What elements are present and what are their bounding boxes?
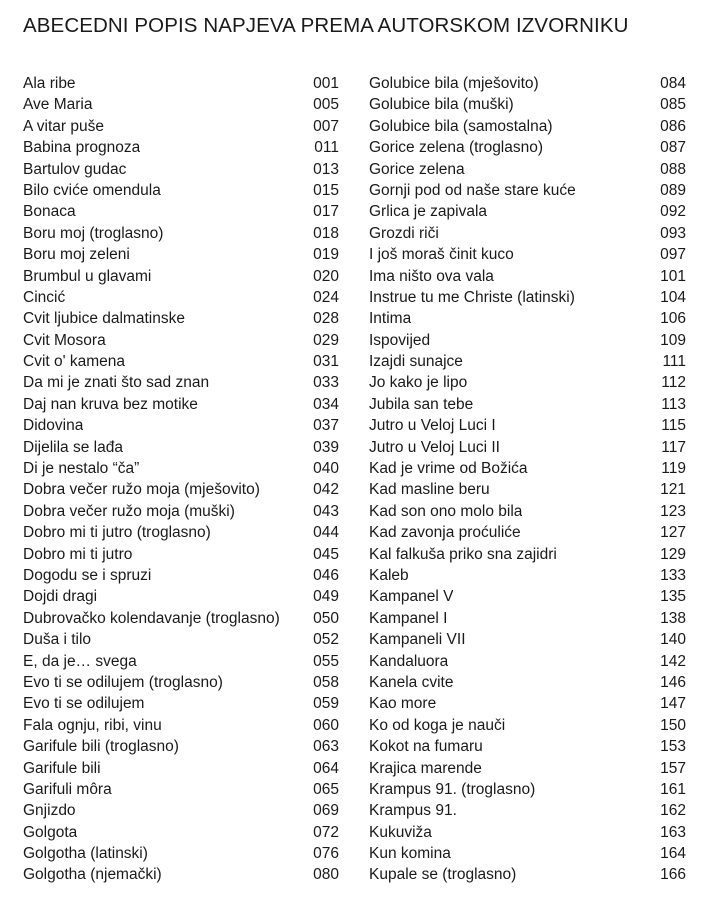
song-title: Di je nestalo “ča” (23, 460, 140, 478)
index-entry (369, 137, 686, 158)
index-entry (23, 544, 339, 565)
song-title: Kupale se (troglasno) (369, 866, 517, 884)
song-number: 119 (661, 460, 686, 478)
index-entry (23, 394, 339, 415)
index-entry (369, 415, 686, 436)
song-title: Ave Maria (23, 96, 93, 114)
index-entry (369, 758, 686, 779)
song-title: Ispovijed (369, 331, 431, 349)
index-entry (23, 479, 339, 500)
song-number: 109 (660, 331, 686, 349)
song-number: 129 (660, 545, 686, 563)
song-number: 058 (313, 673, 339, 691)
song-number: 020 (313, 267, 339, 285)
index-entry (23, 586, 339, 607)
song-number: 017 (313, 203, 339, 221)
index-entry (23, 415, 339, 436)
index-entry (23, 137, 339, 158)
song-number: 084 (660, 75, 686, 92)
index-entry (369, 800, 686, 821)
song-title: Dobra večer ružo moja (muški) (23, 502, 235, 520)
index-entry (369, 501, 686, 522)
song-number: 011 (314, 139, 339, 157)
song-title: Dobro mi ti jutro (23, 545, 133, 563)
song-title: Cvit o' kamena (23, 353, 126, 371)
song-title: Intima (369, 310, 412, 328)
song-title: Fala ognju, ribi, vinu (23, 716, 162, 734)
song-number: 040 (313, 460, 339, 478)
song-title: Kokot na fumaru (369, 738, 483, 756)
song-title: Kanela cvite (369, 673, 454, 691)
song-title: Duša i tilo (23, 631, 92, 649)
index-entry (23, 822, 339, 843)
song-title: Da mi je znati što sad znan (23, 374, 210, 392)
song-number: 138 (660, 609, 686, 627)
index-entry (369, 544, 686, 565)
song-title: Kun komina (369, 845, 451, 863)
song-title: Dobro mi ti jutro (troglasno) (23, 524, 211, 542)
index-entry (369, 629, 686, 650)
song-number: 059 (313, 695, 339, 713)
song-title: Krampus 91. (troglasno) (369, 780, 536, 798)
song-title: Izajdi sunajce (369, 353, 463, 371)
index-entry (369, 736, 686, 757)
song-title: Dojdi dragi (23, 588, 98, 606)
index-entry (369, 843, 686, 864)
song-number: 164 (660, 845, 686, 863)
index-entry (369, 287, 686, 308)
index-entry (369, 351, 686, 372)
song-title: Cvit ljubice dalmatinske (23, 310, 185, 328)
song-number: 113 (661, 395, 686, 413)
song-title: Jubila san tebe (369, 395, 474, 413)
song-number: 045 (313, 545, 339, 563)
index-entry (369, 73, 686, 94)
index-entry (23, 437, 339, 458)
song-title: Kal falkuša priko sna zajidri (369, 545, 557, 563)
index-entry (23, 266, 339, 287)
song-number: 161 (660, 780, 686, 798)
song-title: Kukuviža (369, 823, 432, 841)
song-title: Dogodu se i spruzi (23, 566, 152, 584)
song-title: Grozdi riči (369, 224, 439, 242)
song-number: 018 (313, 224, 339, 242)
song-title: Golubice bila (samostalna) (369, 117, 553, 135)
song-number: 015 (313, 181, 339, 199)
song-number: 117 (661, 438, 686, 456)
song-title: Babina prognoza (23, 139, 141, 157)
song-number: 042 (313, 481, 339, 499)
song-number: 065 (313, 780, 339, 798)
index-entry (23, 351, 339, 372)
song-title: Golgotha (njemački) (23, 866, 162, 884)
song-number: 044 (313, 524, 339, 542)
song-title: Golubice bila (mješovito) (369, 75, 539, 92)
song-number: 101 (660, 267, 686, 285)
song-number: 111 (662, 353, 686, 371)
index-entry (369, 244, 686, 265)
index-entry (369, 201, 686, 222)
song-title: Gornji pod od naše stare kuće (369, 181, 576, 199)
song-number: 127 (660, 524, 686, 542)
song-number: 076 (313, 845, 339, 863)
index-entry (369, 372, 686, 393)
index-entry (23, 223, 339, 244)
index-entry (23, 651, 339, 672)
song-number: 050 (313, 609, 339, 627)
song-title: Krajica marende (369, 759, 482, 777)
index-entry (23, 629, 339, 650)
song-number: 031 (313, 353, 339, 371)
index-column-left (23, 73, 339, 886)
index-entry (369, 693, 686, 714)
song-number: 024 (313, 288, 339, 306)
song-title: Kampanel V (369, 588, 454, 606)
index-entry (23, 73, 339, 94)
song-title: Golubice bila (muški) (369, 96, 514, 114)
index-entry (23, 330, 339, 351)
index-entry (369, 308, 686, 329)
index-entry (369, 608, 686, 629)
song-title: Boru moj (troglasno) (23, 224, 164, 242)
index-entry (23, 608, 339, 629)
song-number: 093 (660, 224, 686, 242)
index-entry (369, 779, 686, 800)
song-number: 049 (313, 588, 339, 606)
index-entry (23, 94, 339, 115)
song-number: 069 (313, 802, 339, 820)
index-entry (23, 758, 339, 779)
song-number: 147 (660, 695, 686, 713)
song-number: 087 (660, 139, 686, 157)
index-entry (23, 715, 339, 736)
song-number: 007 (313, 117, 339, 135)
song-number: 135 (660, 588, 686, 606)
index-entry (369, 522, 686, 543)
song-number: 097 (660, 246, 686, 264)
song-title: Dijelila se lađa (23, 438, 123, 456)
song-number: 112 (661, 374, 686, 392)
index-entry (23, 159, 339, 180)
song-number: 080 (313, 866, 339, 884)
index-entry (23, 501, 339, 522)
index-entry (369, 565, 686, 586)
song-title: Bonaca (23, 203, 76, 221)
song-number: 106 (660, 310, 686, 328)
song-number: 153 (660, 738, 686, 756)
index-entry (369, 266, 686, 287)
index-entry (23, 201, 339, 222)
song-title: Boru moj zeleni (23, 246, 130, 264)
index-entry (23, 864, 339, 885)
song-number: 088 (660, 160, 686, 178)
song-number: 162 (660, 802, 686, 820)
index-entry (369, 330, 686, 351)
song-title: Gorice zelena (369, 160, 465, 178)
song-title: Garifule bili (troglasno) (23, 738, 179, 756)
song-title: Evo ti se odilujem (troglasno) (23, 673, 223, 691)
song-title: A vitar puše (23, 117, 104, 135)
index-column-right (369, 73, 686, 886)
song-number: 005 (313, 96, 339, 114)
song-number: 060 (313, 716, 339, 734)
index-entry (23, 180, 339, 201)
song-title: Bilo cviće omendula (23, 181, 161, 199)
song-number: 150 (660, 716, 686, 734)
song-number: 028 (313, 310, 339, 328)
index-entry (369, 394, 686, 415)
song-number: 115 (661, 417, 686, 435)
song-title: Ala ribe (23, 75, 76, 92)
song-number: 001 (313, 75, 339, 92)
song-title: Dubrovačko kolendavanje (troglasno) (23, 609, 280, 627)
song-title: Kandaluora (369, 652, 449, 670)
song-number: 013 (313, 160, 339, 178)
song-number: 166 (660, 866, 686, 884)
index-entry (23, 843, 339, 864)
song-number: 033 (313, 374, 339, 392)
song-number: 055 (313, 652, 339, 670)
song-title: Bartulov gudac (23, 160, 127, 178)
song-number: 157 (660, 759, 686, 777)
index-entry (23, 244, 339, 265)
song-title: Jutro u Veloj Luci I (369, 417, 496, 435)
index-entry (369, 672, 686, 693)
song-title: Cvit Mosora (23, 331, 106, 349)
song-number: 064 (313, 759, 339, 777)
index-entry (369, 223, 686, 244)
song-title: Kad je vrime od Božića (369, 460, 528, 478)
song-number: 133 (660, 566, 686, 584)
song-title: Kad zavonja proćuliće (369, 524, 521, 542)
page-title: ABECEDNI POPIS NAPJEVA PREMA AUTORSKOM IZVORNIKU (23, 14, 629, 37)
song-number: 043 (313, 502, 339, 520)
song-number: 146 (660, 673, 686, 691)
index-entry (23, 800, 339, 821)
song-title: Garifule bili (23, 759, 101, 777)
index-entry (369, 94, 686, 115)
song-title: Ima ništo ova vala (369, 267, 494, 285)
song-title: Cincić (23, 288, 66, 306)
song-title: Kad son ono molo bila (369, 502, 523, 520)
song-title: Brumbul u glavami (23, 267, 152, 285)
song-title: Golgota (23, 823, 78, 841)
song-title: I još moraš činit kuco (369, 246, 514, 264)
song-title: Grlica je zapivala (369, 203, 488, 221)
song-title: Gorice zelena (troglasno) (369, 139, 544, 157)
song-number: 121 (660, 481, 686, 499)
index-entry (369, 437, 686, 458)
index-entry (23, 565, 339, 586)
index-entry (23, 779, 339, 800)
song-title: Kaleb (369, 566, 409, 584)
index-entry (369, 715, 686, 736)
index-entry (23, 308, 339, 329)
song-title: Golgotha (latinski) (23, 845, 148, 863)
index-entry (369, 864, 686, 885)
song-number: 142 (660, 652, 686, 670)
song-number: 123 (660, 502, 686, 520)
song-title: Instrue tu me Christe (latinski) (369, 288, 575, 306)
index-entry (369, 822, 686, 843)
song-title: Krampus 91. (369, 802, 457, 820)
index-entry (369, 586, 686, 607)
song-title: Gnjizdo (23, 802, 76, 820)
song-number: 037 (313, 417, 339, 435)
song-number: 019 (313, 246, 339, 264)
song-number: 086 (660, 117, 686, 135)
song-title: Garifuli môra (23, 780, 112, 798)
index-entry (23, 736, 339, 757)
index-entry (23, 693, 339, 714)
song-number: 052 (313, 631, 339, 649)
song-number: 063 (313, 738, 339, 756)
song-title: Kad masline beru (369, 481, 490, 499)
song-title: Didovina (23, 417, 84, 435)
song-number: 163 (660, 823, 686, 841)
song-number: 085 (660, 96, 686, 114)
song-number: 034 (313, 395, 339, 413)
song-title: Jutro u Veloj Luci II (369, 438, 500, 456)
song-number: 140 (660, 631, 686, 649)
song-number: 072 (313, 823, 339, 841)
song-title: Kampanel I (369, 609, 448, 627)
song-number: 029 (313, 331, 339, 349)
index-entry (369, 651, 686, 672)
index-entry (369, 159, 686, 180)
song-title: Evo ti se odilujem (23, 695, 145, 713)
index-entry (369, 479, 686, 500)
song-number: 104 (660, 288, 686, 306)
song-title: Jo kako je lipo (369, 374, 468, 392)
song-number: 092 (660, 203, 686, 221)
song-title: E, da je… svega (23, 652, 137, 670)
song-title: Ko od koga je nauči (369, 716, 506, 734)
index-entry (23, 458, 339, 479)
song-number: 089 (660, 181, 686, 199)
song-number: 039 (313, 438, 339, 456)
song-title: Daj nan kruva bez motike (23, 395, 198, 413)
song-number: 046 (313, 566, 339, 584)
index-entry (23, 522, 339, 543)
song-title: Kampaneli VII (369, 631, 466, 649)
index-entry (23, 672, 339, 693)
index-entry (369, 180, 686, 201)
index-entry (369, 458, 686, 479)
index-entry (23, 372, 339, 393)
song-title: Dobra večer ružo moja (mješovito) (23, 481, 260, 499)
index-entry (369, 116, 686, 137)
index-entry (23, 116, 339, 137)
song-title: Kao more (369, 695, 437, 713)
index-entry (23, 287, 339, 308)
